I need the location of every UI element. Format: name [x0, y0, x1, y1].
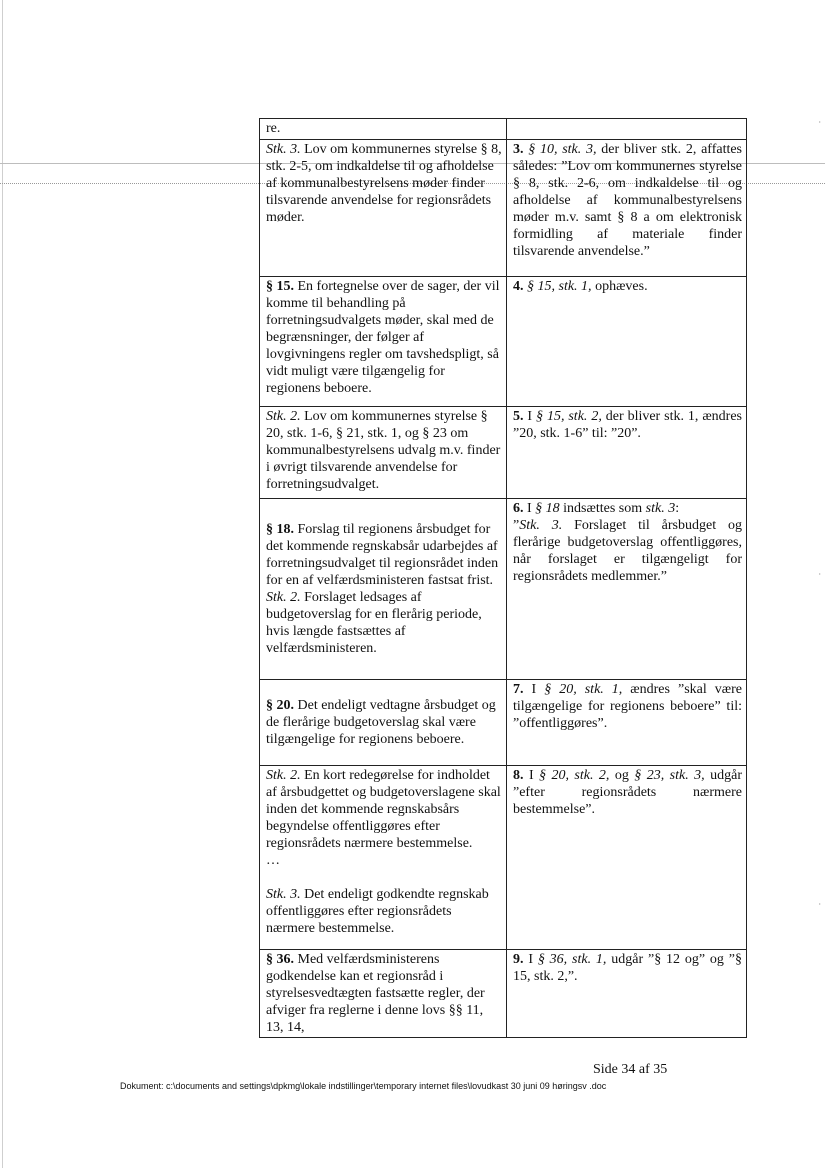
- table-row: [260, 680, 747, 766]
- edge-mark: ·: [818, 900, 821, 909]
- amendment-cell: 4. § 15, stk. 1, ophæves.: [507, 277, 747, 407]
- amendment-cell: 3. § 10, stk. 3, der bliver stk. 2, affattes således: ”Lov om kommunernes styrelse § 8, stk. 2-6, om indkaldelse til og afholdelse af kommunalbestyrelsens møder m.v. samt § 8 a om elektronisk formidling af materiale finder tilsvarende anvendelse.”: [507, 140, 747, 277]
- table-row: [260, 950, 747, 1038]
- current-law-cell: Stk. 2. Lov om kommunernes styrelse § 20, stk. 1-6, § 21, stk. 1, og § 23 om kommunalbestyrelsens udvalg m.v. finder i øvrigt tilsvarende anvendelse for forretningsudvalget.: [260, 407, 507, 499]
- table-row: [260, 277, 747, 407]
- amendment-cell: 8. I § 20, stk. 2, og § 23, stk. 3, udgår ”efter regionsrådets nærmere bestemmelse”.: [507, 766, 747, 950]
- current-law-cell: § 36. Med velfærdsministerens godkendelse kan et regionsråd i styrelsesvedtægten fastsætte regler, der afviger fra reglerne i denne lovs §§ 11, 13, 14,: [260, 950, 507, 1038]
- amendment-cell: 9. I § 36, stk. 1, udgår ”§ 12 og” og ”§ 15, stk. 2,”.: [507, 950, 747, 1038]
- current-law-cell: § 15. En fortegnelse over de sager, der vil komme til behandling på forretningsudvalgets møder, skal med de begrænsninger, der følger af lovgivningens regler om tavshedspligt, så vidt muligt være tilgængelig for regionens beboere.: [260, 277, 507, 407]
- page-number: Side 34 af 35: [593, 1062, 668, 1077]
- current-law-cell: § 20. Det endeligt vedtagne årsbudget og de flerårige budgetoverslag skal være tilgængelige for regionens beboere.: [260, 680, 507, 766]
- amendment-cell: 6. I § 18 indsættes som stk. 3: ”Stk. 3. Forslaget til årsbudget og flerårige budgetoverslag offentliggøres, når forslaget er tilgængeligt for regionsrådets medlemmer.”: [507, 499, 747, 680]
- scan-margin-line: [2, 0, 3, 1168]
- amendment-cell: 7. I § 20, stk. 1, ændres ”skal være tilgængelige for regionens beboere” til: ”offentliggøres”.: [507, 680, 747, 766]
- current-law-cell: Stk. 2. En kort redegørelse for indholdet af årsbudgettet og budgetoverslagene skal inden det kommende regnskabsårs begyndelse offentliggøres efter regionsrådets nærmere bestemmelse. … Stk. 3. Det endeligt godkendte regnskab offentliggøres efter regionsrådets nærmere bestemmelse.: [260, 766, 507, 950]
- document-path: Dokument: c:\documents and settings\dpkmg\lokale indstillinger\temporary internet files\lovudkast 30 juni 09 høringsv .doc: [120, 1081, 607, 1091]
- table-row: [260, 766, 747, 950]
- edge-mark: ·: [818, 570, 821, 579]
- edge-mark: ·: [818, 118, 821, 127]
- current-law-cell: § 18. Forslag til regionens årsbudget for det kommende regnskabsår udarbejdes af forretningsudvalget til regionsrådet inden for en af velfærdsministeren fastsat frist. Stk. 2. Forslaget ledsages af budgetoverslag for en flerårig periode, hvis længde fastsættes af velfærdsministeren.: [260, 499, 507, 680]
- table-row: [260, 140, 747, 277]
- amendment-cell: [507, 119, 747, 140]
- table-row: [260, 499, 747, 680]
- table-row: [260, 119, 747, 140]
- amendment-cell: 5. I § 15, stk. 2, der bliver stk. 1, ændres ”20, stk. 1-6” til: ”20”.: [507, 407, 747, 499]
- current-law-cell: re.: [260, 119, 507, 140]
- current-law-cell: Stk. 3. Lov om kommunernes styrelse § 8, stk. 2-5, om indkaldelse til og afholdelse af kommunalbestyrelsens møder finder tilsvarende anvendelse for regionsrådets møder.: [260, 140, 507, 277]
- law-comparison-table: [259, 118, 747, 1038]
- table-row: [260, 407, 747, 499]
